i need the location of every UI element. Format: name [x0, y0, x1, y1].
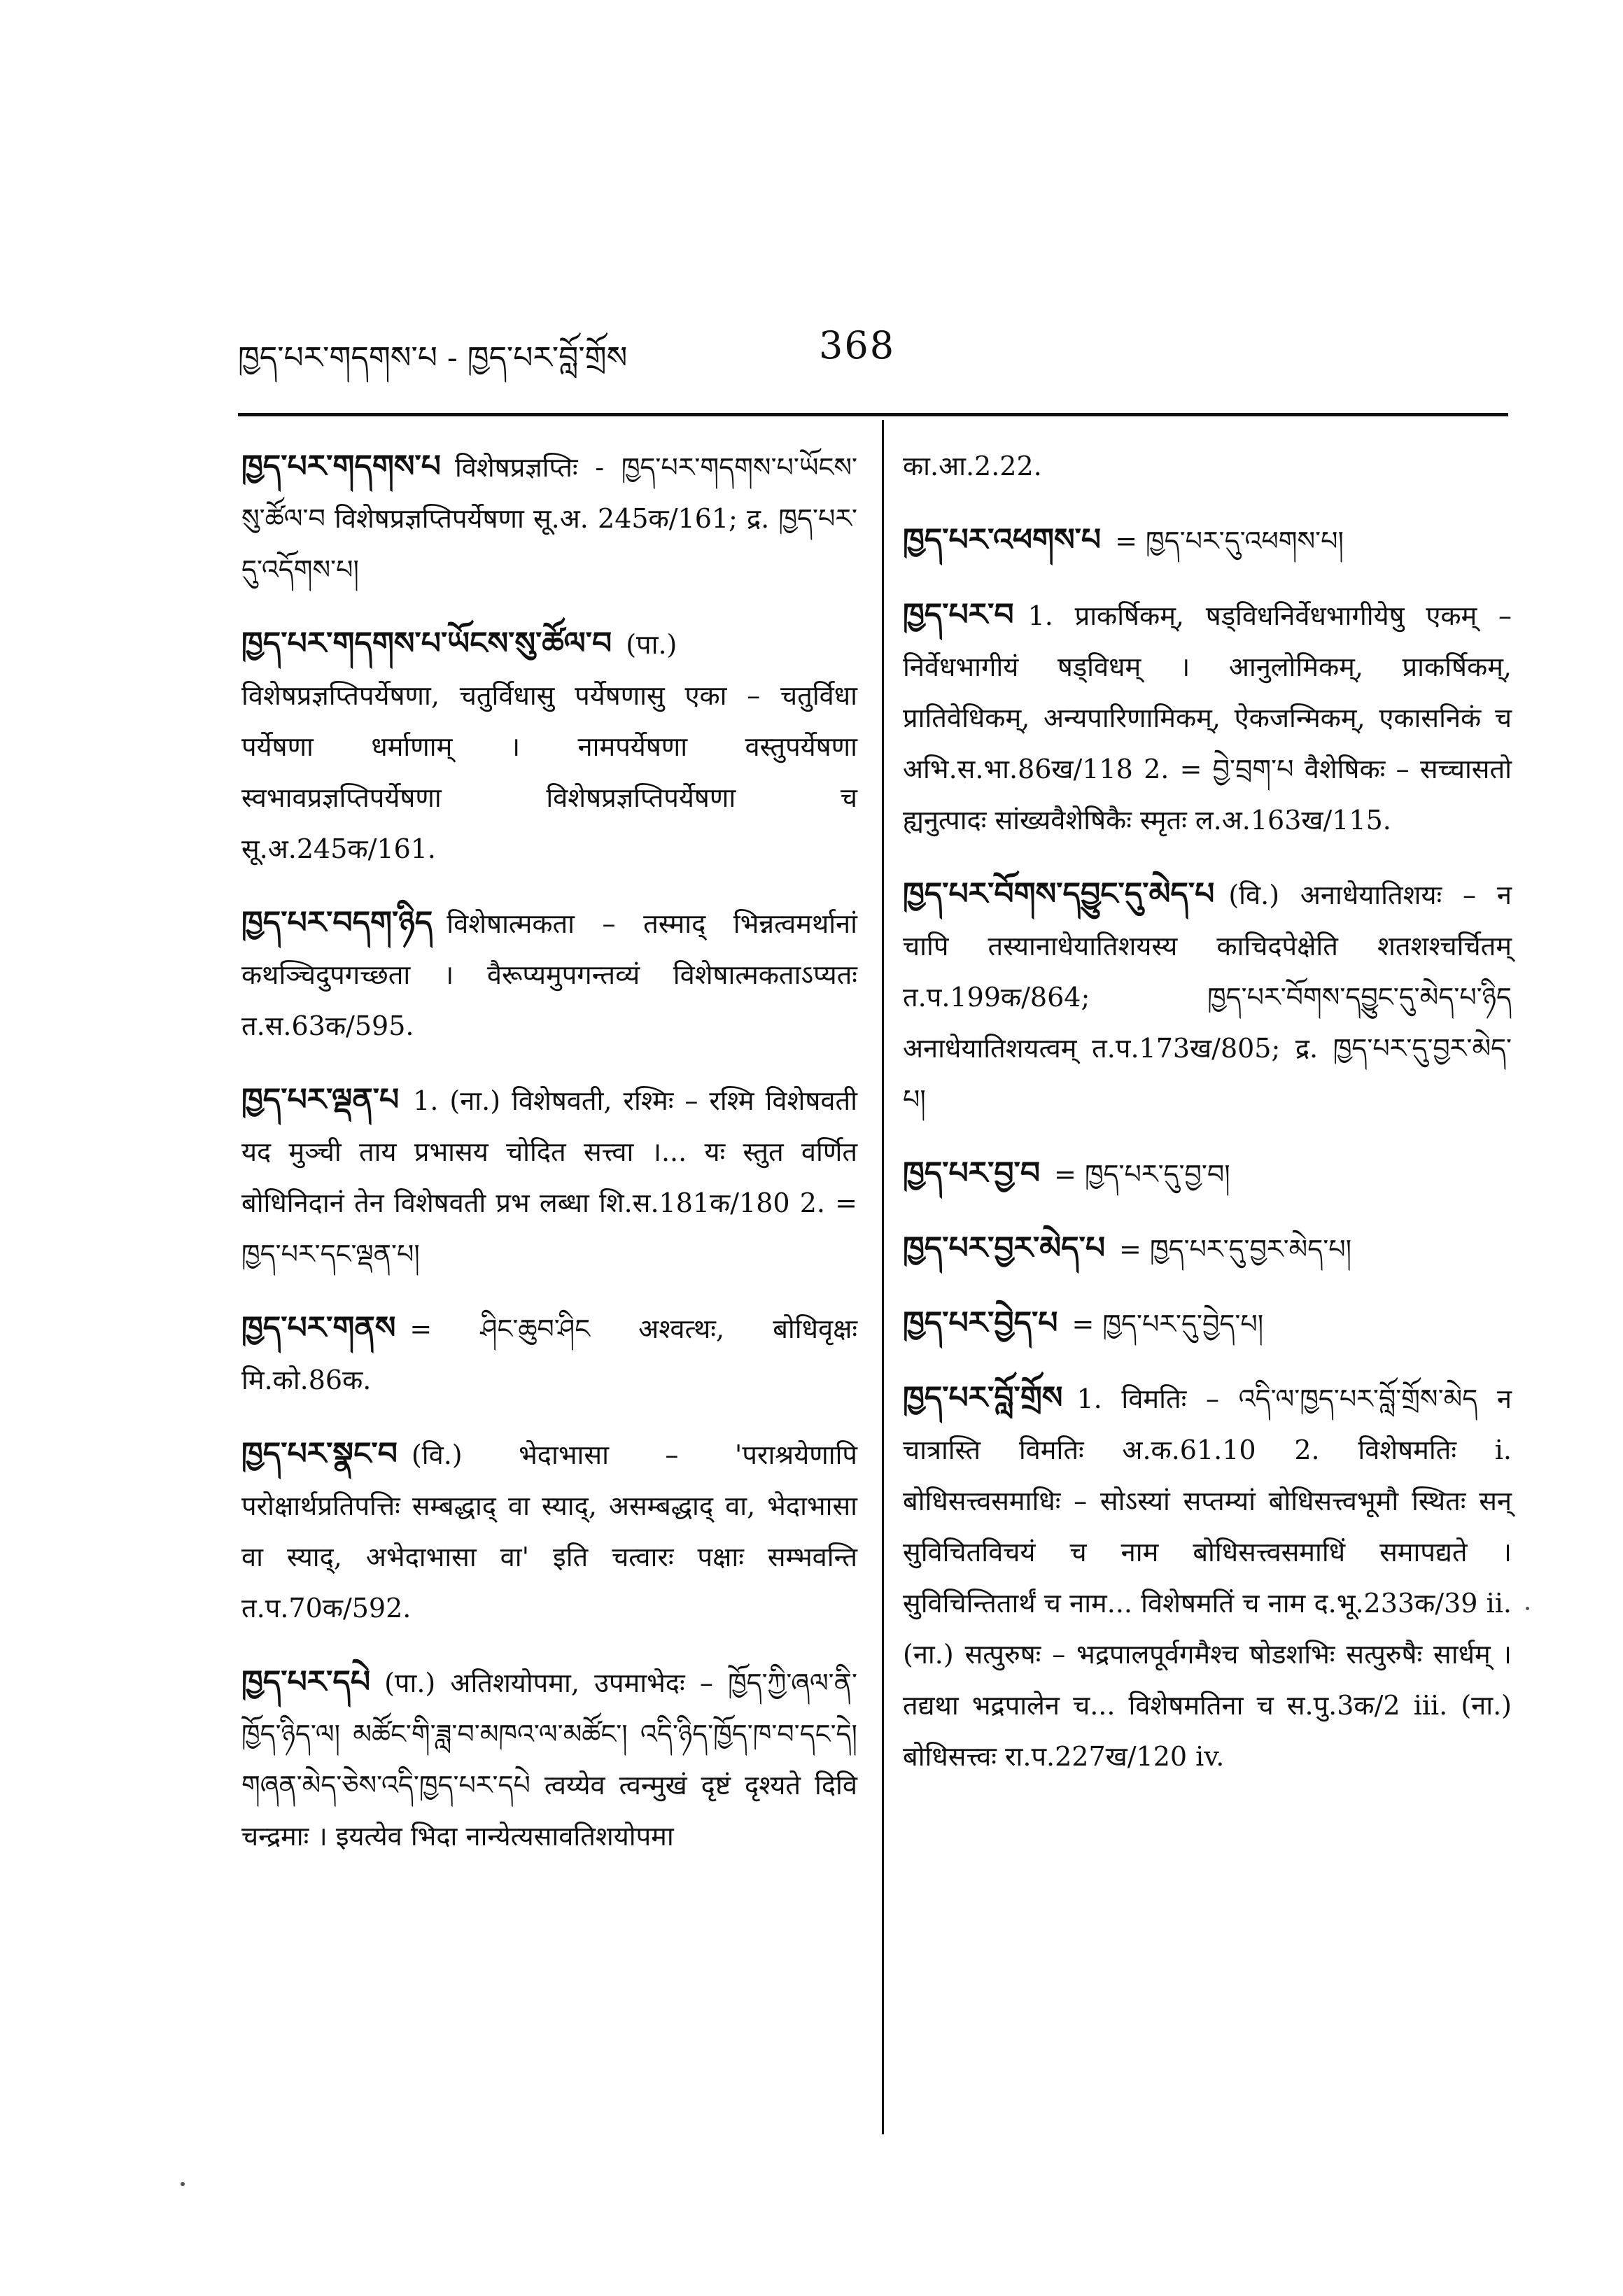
header-rule	[238, 413, 1508, 416]
entry-text: (पा.) विशेषप्रज्ञप्तिपर्येषणा, चतुर्विधासु पर्येषणासु एका – चतुर्विधा पर्येषणा धर्माणाम् । नामपर्येषणा वस्तुपर्येषणा स्वभावप्रज्ञप्तिपर्येषणा विशेषप्रज्ञप्तिपर्येषणा च सू.अ.245क/161.	[241, 629, 857, 864]
entry	[903, 1148, 1512, 1200]
entry-headword: ཁྱད་པར་གདགས་པ་ཡོངས་སུ་ཚོལ་བ	[241, 626, 612, 661]
entry-text: का.आ.2.22.	[903, 451, 1042, 481]
entry-text: = ཁྱད་པར་དུ་བྱ་བ།	[1054, 1159, 1230, 1190]
entry-headword: ཁྱད་པར་བདག་ཉིད	[241, 905, 433, 941]
entry	[903, 1223, 1512, 1275]
entry-text: = ཤིང་ཆུབ་ཤིང अश्वत्थः, बोधिवृक्षः मि.को.86क.	[241, 1313, 857, 1395]
entry-text: 1. प्राकर्षिकम्, षड्विधनिर्वेधभागीयेषु एकम् – निर्वेधभागीयं षड्विधम् । आनुलोमिकम्, प्राकर्षिकम्, प्रातिवेधिकम्, अन्यपारिणामिकम्, ऐकजन्मिकम्, एकासनिकं च अभि.स.भा.86ख/118 2. = བྱེ་བྲག་པ वैशेषिकः – सच्चासतो ह्यनुत्पादः सांख्यवैशेषिकैः स्मृतः ल.अ.163ख/115.	[903, 600, 1512, 836]
entry	[241, 618, 857, 875]
entry-headword: ཁྱད་པར་གདགས་པ	[241, 449, 441, 484]
entry	[903, 868, 1512, 1125]
entry	[903, 1297, 1512, 1350]
entry-headword: ཁྱད་པར་དཔེ	[241, 1664, 371, 1700]
entry	[241, 1074, 857, 1280]
right-column	[903, 441, 1512, 1805]
entry	[241, 897, 857, 1052]
entry-text: 1. विमतिः – འདི་ལ་ཁྱད་པར་བློ་གྲོས་མེད न चात्रास्ति विमतिः अ.क.61.10 2. विशेषमतिः i. बोधिसत्त्वसमाधिः – सोऽस्यां सप्तम्यां बोधिसत्त्वभूमौ स्थितः सन् सुविचितविचयं च नाम बोधिसत्त्वसमाधिं समापद्यते । सुविचिन्तितार्थं च नाम... विशेषमतिं च नाम द.भू.233क/39 ii. (ना.) सत्पुरुषः – भद्रपालपूर्वगमैश्च षोडशभिः सत्पुरुषैः सार्धम् । तद्यथा भद्रपालेन च... विशेषमतिना च स.पु.3क/2 iii. (ना.) बोधिसत्त्वः रा.प.227ख/120 iv.	[903, 1383, 1512, 1772]
running-head-range: ཁྱད་པར་གདགས་པ - ཁྱད་པར་བློ་གྲོས	[238, 340, 628, 376]
entry	[903, 589, 1512, 846]
entry-text: 1. (ना.) विशेषवती, रश्मिः – रश्मि विशेषवती यद मुञ्ची ताय प्रभासय चोदित सत्त्वा ।... यः स्तुत वर्णित बोधिनिदानं तेन विशेषवती प्रभ लब्धा शि.स.181क/180 2. = ཁྱད་པར་དང་ལྡན་པ།	[241, 1085, 857, 1269]
entry-text: (पा.) अतिशयोपमा, उपमाभेदः – ཁྱོད་ཀྱི་ཞལ་ནི་ཁྱོད་ཉིད་ལ། མཚོང་གི་ཟླ་བ་མཁའ་ལ་མཚོང་། འདི་ཉིད་ཁྱོད་ཁ་བ་དང་དེ། གཞན་མེད་ཅེས་འདི་ཁྱད་པར་དཔེ त्वय्येव त्वन्मुखं दृष्टं दृश्यते दिवि चन्द्रमाः । इयत्येव भिदा नान्येत्यसावतिशयोपमा	[241, 1668, 857, 1852]
entry-headword: ཁྱད་པར་བ	[903, 597, 1014, 633]
entry-headword: ཁྱད་པར་བྱར་མེད་པ	[903, 1230, 1106, 1266]
entry-headword: ཁྱད་པར་གནས	[241, 1310, 396, 1346]
entry-text: (वि.) भेदाभासा – 'पराश्रयेणापि परोक्षार्थप्रतिपत्तिः सम्बद्धाद् वा स्याद्, असम्बद्धाद् वा, भेदाभासा वा स्याद्, अभेदाभासा वा' इति चत्वारः पक्षाः सम्भवन्ति त.प.70क/592.	[241, 1439, 857, 1624]
entry-headword: ཁྱད་པར་བོགས་དབྱུང་དུ་མེད་པ	[903, 876, 1215, 912]
left-column	[241, 441, 857, 1885]
entry-text: (वि.) अनाधेयातिशयः – न चापि तस्यानाधेयातिशयस्य काचिदपेक्षेति शतशश्चर्चितम् त.प.199क/864; ཁྱད་པར་བོགས་དབྱུང་དུ་མེད་པ་ཉིད अनाधेयातिशयत्वम् त.प.173ख/805; द्र. ཁྱད་པར་དུ་བྱར་མེད་པ།	[903, 880, 1512, 1115]
entry-headword: ཁྱད་པར་སྣང་བ	[241, 1436, 398, 1472]
entry-continuation	[903, 441, 1512, 492]
scan-speck	[1526, 1607, 1529, 1610]
entry-text: = ཁྱད་པར་དུ་འཕགས་པ།	[1115, 526, 1344, 556]
entry	[903, 514, 1512, 567]
entry-text: विशेषप्रज्ञप्तिः - ཁྱད་པར་གདགས་པ་ཡོངས་སུ་ཚོལ་བ विशेषप्रज्ञप्तिपर्येषणा सू.अ. 245क/161; द्र. ཁྱད་པར་དུ་འདོགས་པ།	[241, 452, 857, 585]
entry-text: = ཁྱད་པར་དུ་བྱར་མེད་པ།	[1119, 1234, 1352, 1265]
entry	[241, 1428, 857, 1634]
entry-text: विशेषात्मकता – तस्माद् भिन्नत्वमर्थानां कथञ्चिदुपगच्छता । वैरूप्यमुपगन्तव्यं विशेषात्मकताऽप्यतः त.स.63क/595.	[241, 908, 857, 1041]
entry-text: = ཁྱད་པར་དུ་བྱེད་པ།	[1072, 1309, 1264, 1339]
entry	[241, 1656, 857, 1862]
column-divider	[882, 420, 884, 2134]
entry	[241, 441, 857, 596]
entry-headword: ཁྱད་པར་བྱེད་པ	[903, 1305, 1058, 1341]
entry	[241, 1302, 857, 1406]
entry-headword: ཁྱད་པར་བྱ་བ	[903, 1155, 1041, 1191]
entry	[903, 1372, 1512, 1782]
page-number: 368	[819, 323, 896, 367]
running-head	[238, 323, 1568, 410]
entry-headword: ཁྱད་པར་བློ་གྲོས	[903, 1380, 1063, 1416]
entry-headword: ཁྱད་པར་ལྡན་པ	[241, 1082, 400, 1118]
entry-headword: ཁྱད་པར་འཕགས་པ	[903, 522, 1102, 558]
scan-speck	[181, 2182, 185, 2186]
